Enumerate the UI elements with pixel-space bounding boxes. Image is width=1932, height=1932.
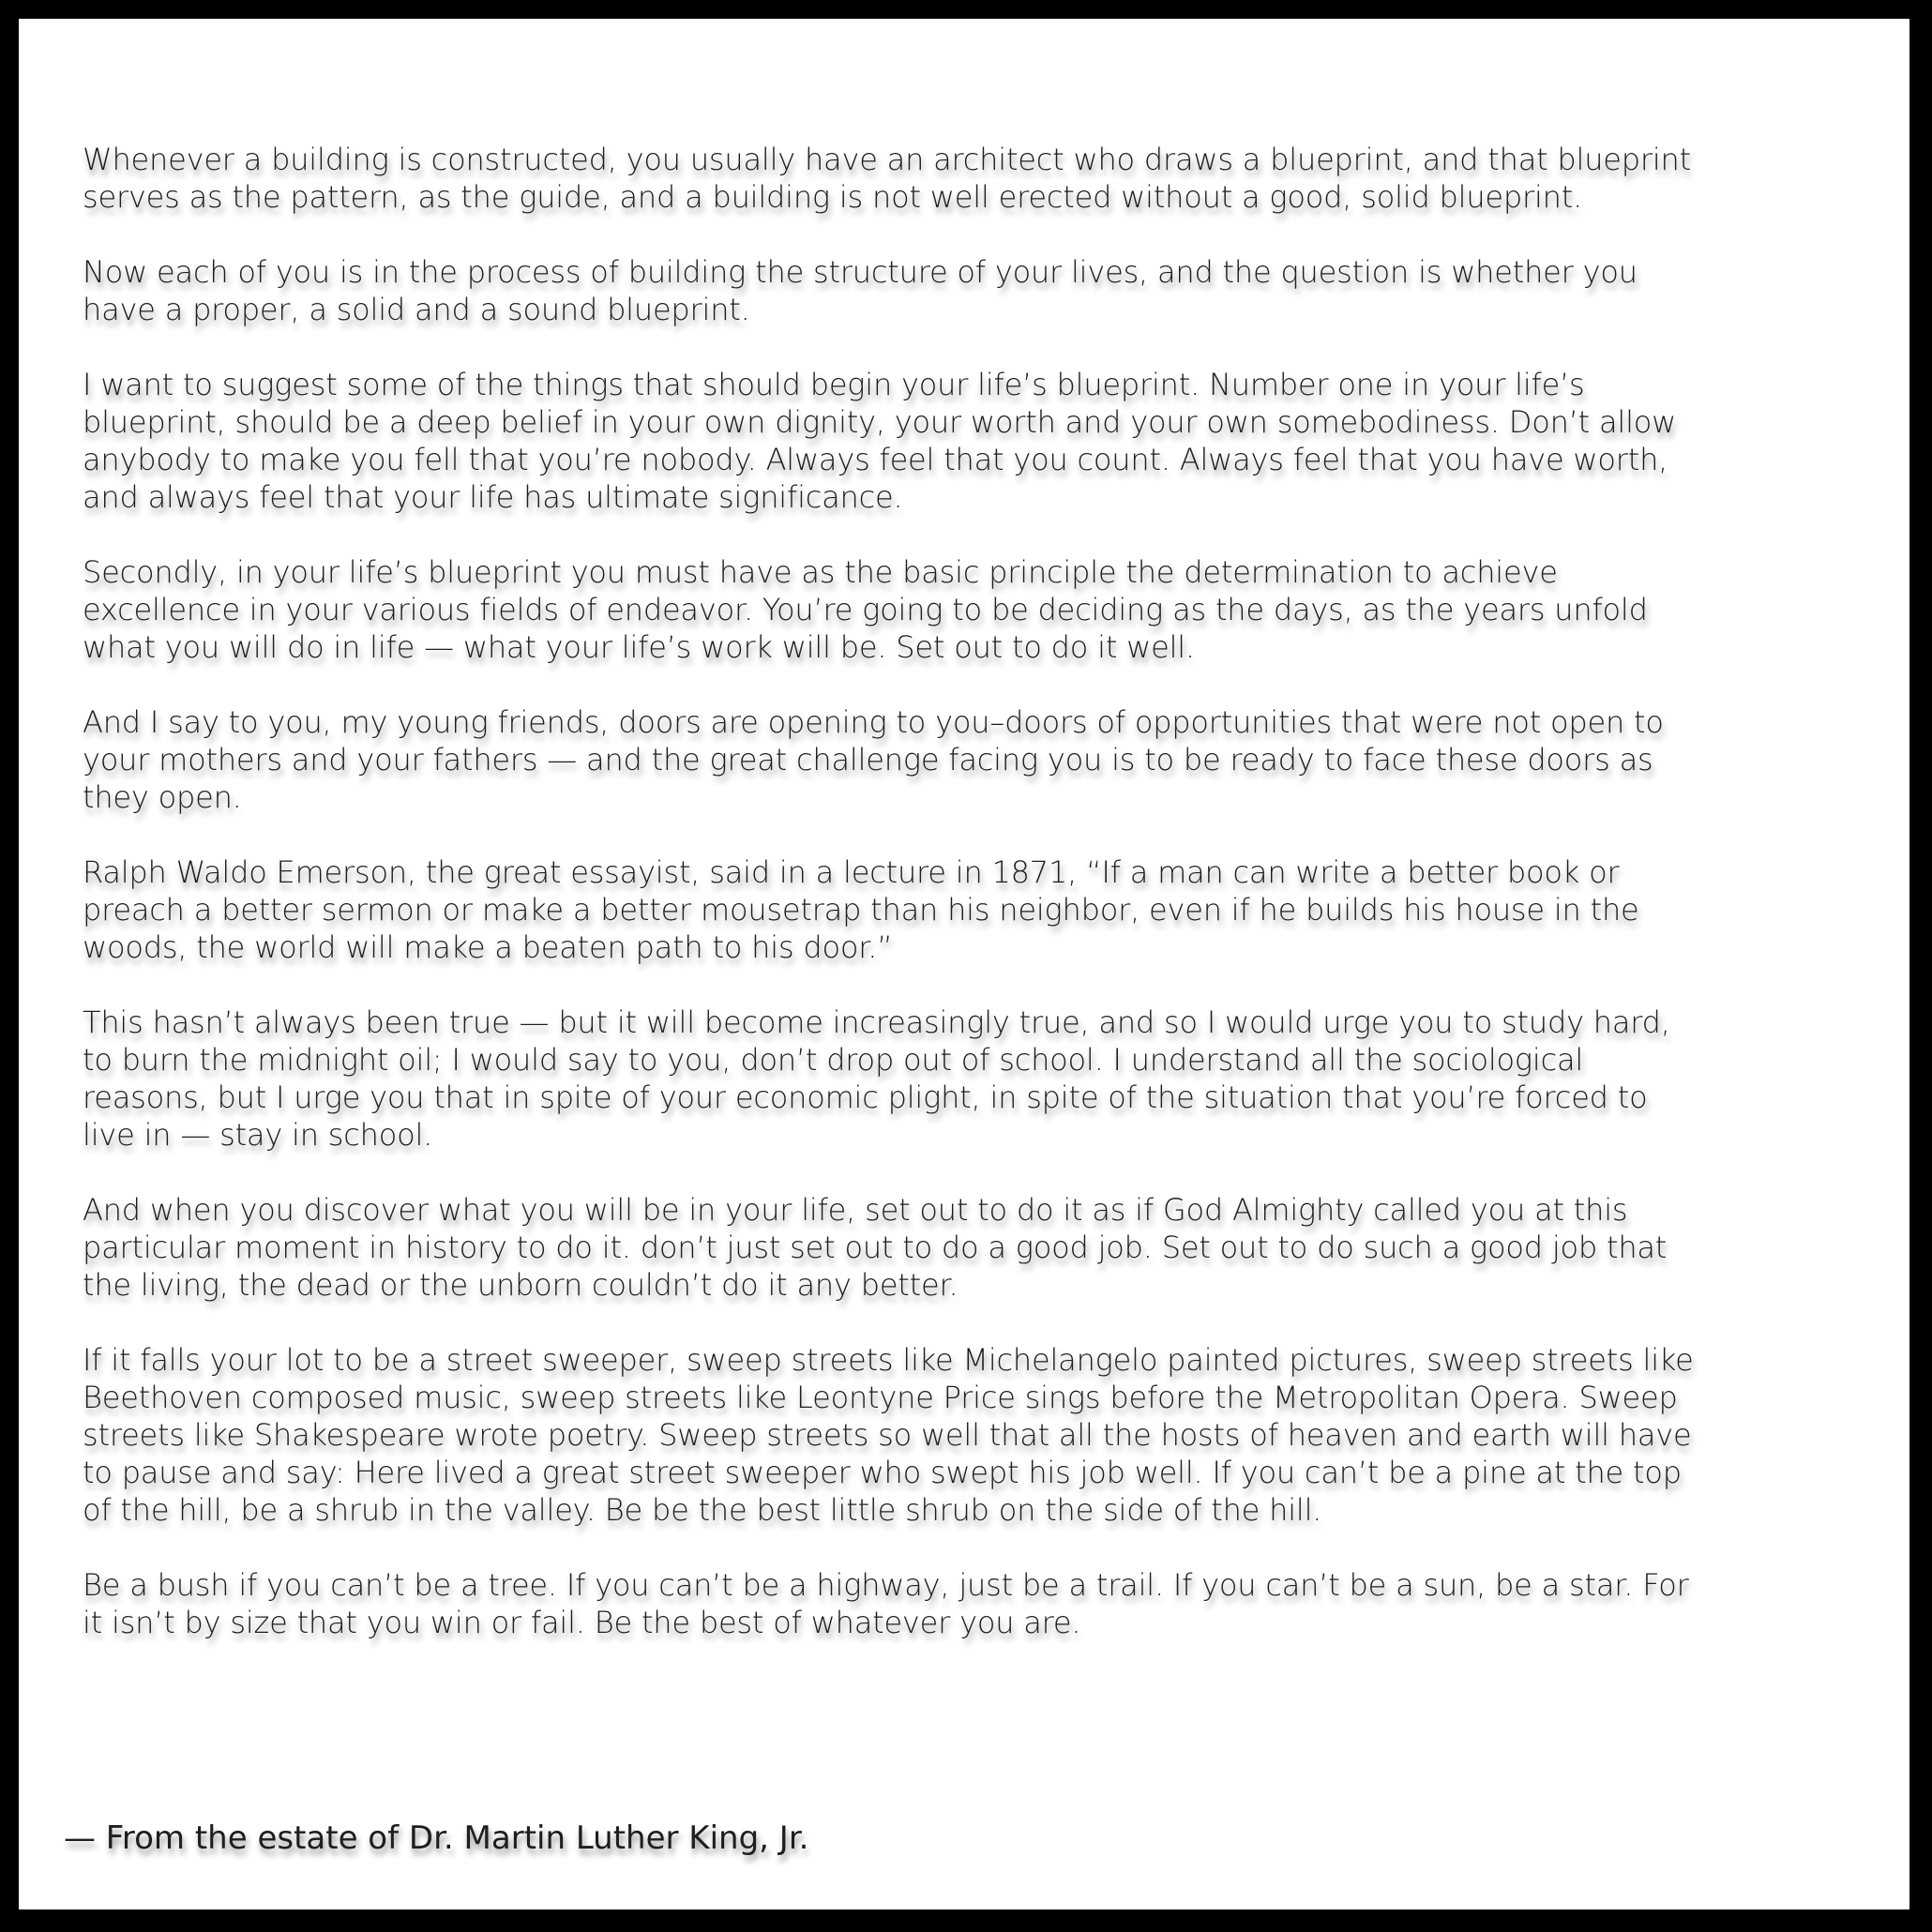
- paragraph-6: Ralph Waldo Emerson, the great essayist, said in a lecture in 1871, “If a man can write a better book or preach a better sermon or make a better mousetrap than his neighbor, even if he builds his house in the woods, the world will make a beaten path to his door.”: [83, 854, 1639, 965]
- page-frame: [19, 19, 1909, 1909]
- paragraph-10: Be a bush if you can’t be a tree. If you can’t be a highway, just be a trail. If you can’t be a sun, be a star. For it isn’t by size that you win or fail. Be the best of whatever you are.: [83, 1567, 1689, 1640]
- paragraph-9: If it falls your lot to be a street sweeper, sweep streets like Michelangelo painted pictures, sweep streets like Beethoven composed music, sweep streets like Leontyne Price sings before the Metropolitan Opera. Sweep streets like Shakespeare wrote poetry. Sweep streets so well that all the hosts of heaven and earth will have to pause and say: Here lived a great street sweeper who swept his job well. If you can’t be a pine at the top of the hill, be a shrub in the valley. Be be the best little shrub on the side of the hill.: [83, 1342, 1694, 1528]
- paragraph-1: Whenever a building is constructed, you usually have an architect who draws a blueprint, and that blueprint serves as the pattern, as the guide, and a building is not well erected without a good, solid blueprint.: [83, 142, 1691, 215]
- paragraph-3: I want to suggest some of the things that should begin your life’s blueprint. Number one in your life’s blueprint, should be a deep belief in your own dignity, your worth and your own somebodiness. Don’t allow anybody to make you fell that you’re nobody. Always feel that you count. Always feel that you have worth, and always feel that your life has ultimate significance.: [83, 367, 1677, 515]
- paragraph-7: This hasn’t always been true — but it will become increasingly true, and so I would urge you to study hard, to burn the midnight oil; I would say to you, don’t drop out of school. I understand all the sociological reasons, but I urge you that in spite of your economic plight, in spite of the situation that you’re forced to live in — stay in school.: [83, 1004, 1670, 1153]
- attribution: — From the estate of Dr. Martin Luther King, Jr.: [64, 1819, 809, 1857]
- quote-body: [83, 141, 1696, 1679]
- paragraph-8: And when you discover what you will be in your life, set out to do it as if God Almighty called you at this particular moment in history to do it. don’t just set out to do a good job. Set out to do such a good job that the living, the dead or the unborn couldn’t do it any better.: [83, 1192, 1668, 1303]
- paragraph-2: Now each of you is in the process of building the structure of your lives, and the question is whether you have a proper, a solid and a sound blueprint.: [83, 254, 1638, 327]
- paragraph-5: And I say to you, my young friends, doors are opening to you–doors of opportunities that were not open to your mothers and your fathers — and the great challenge facing you is to be ready to face these doors as they open.: [83, 704, 1664, 815]
- paragraph-4: Secondly, in your life’s blueprint you must have as the basic principle the determination to achieve excellence in your various fields of endeavor. You’re going to be deciding as the days, as the years unfold what you will do in life — what your life’s work will be. Set out to do it well.: [83, 554, 1648, 665]
